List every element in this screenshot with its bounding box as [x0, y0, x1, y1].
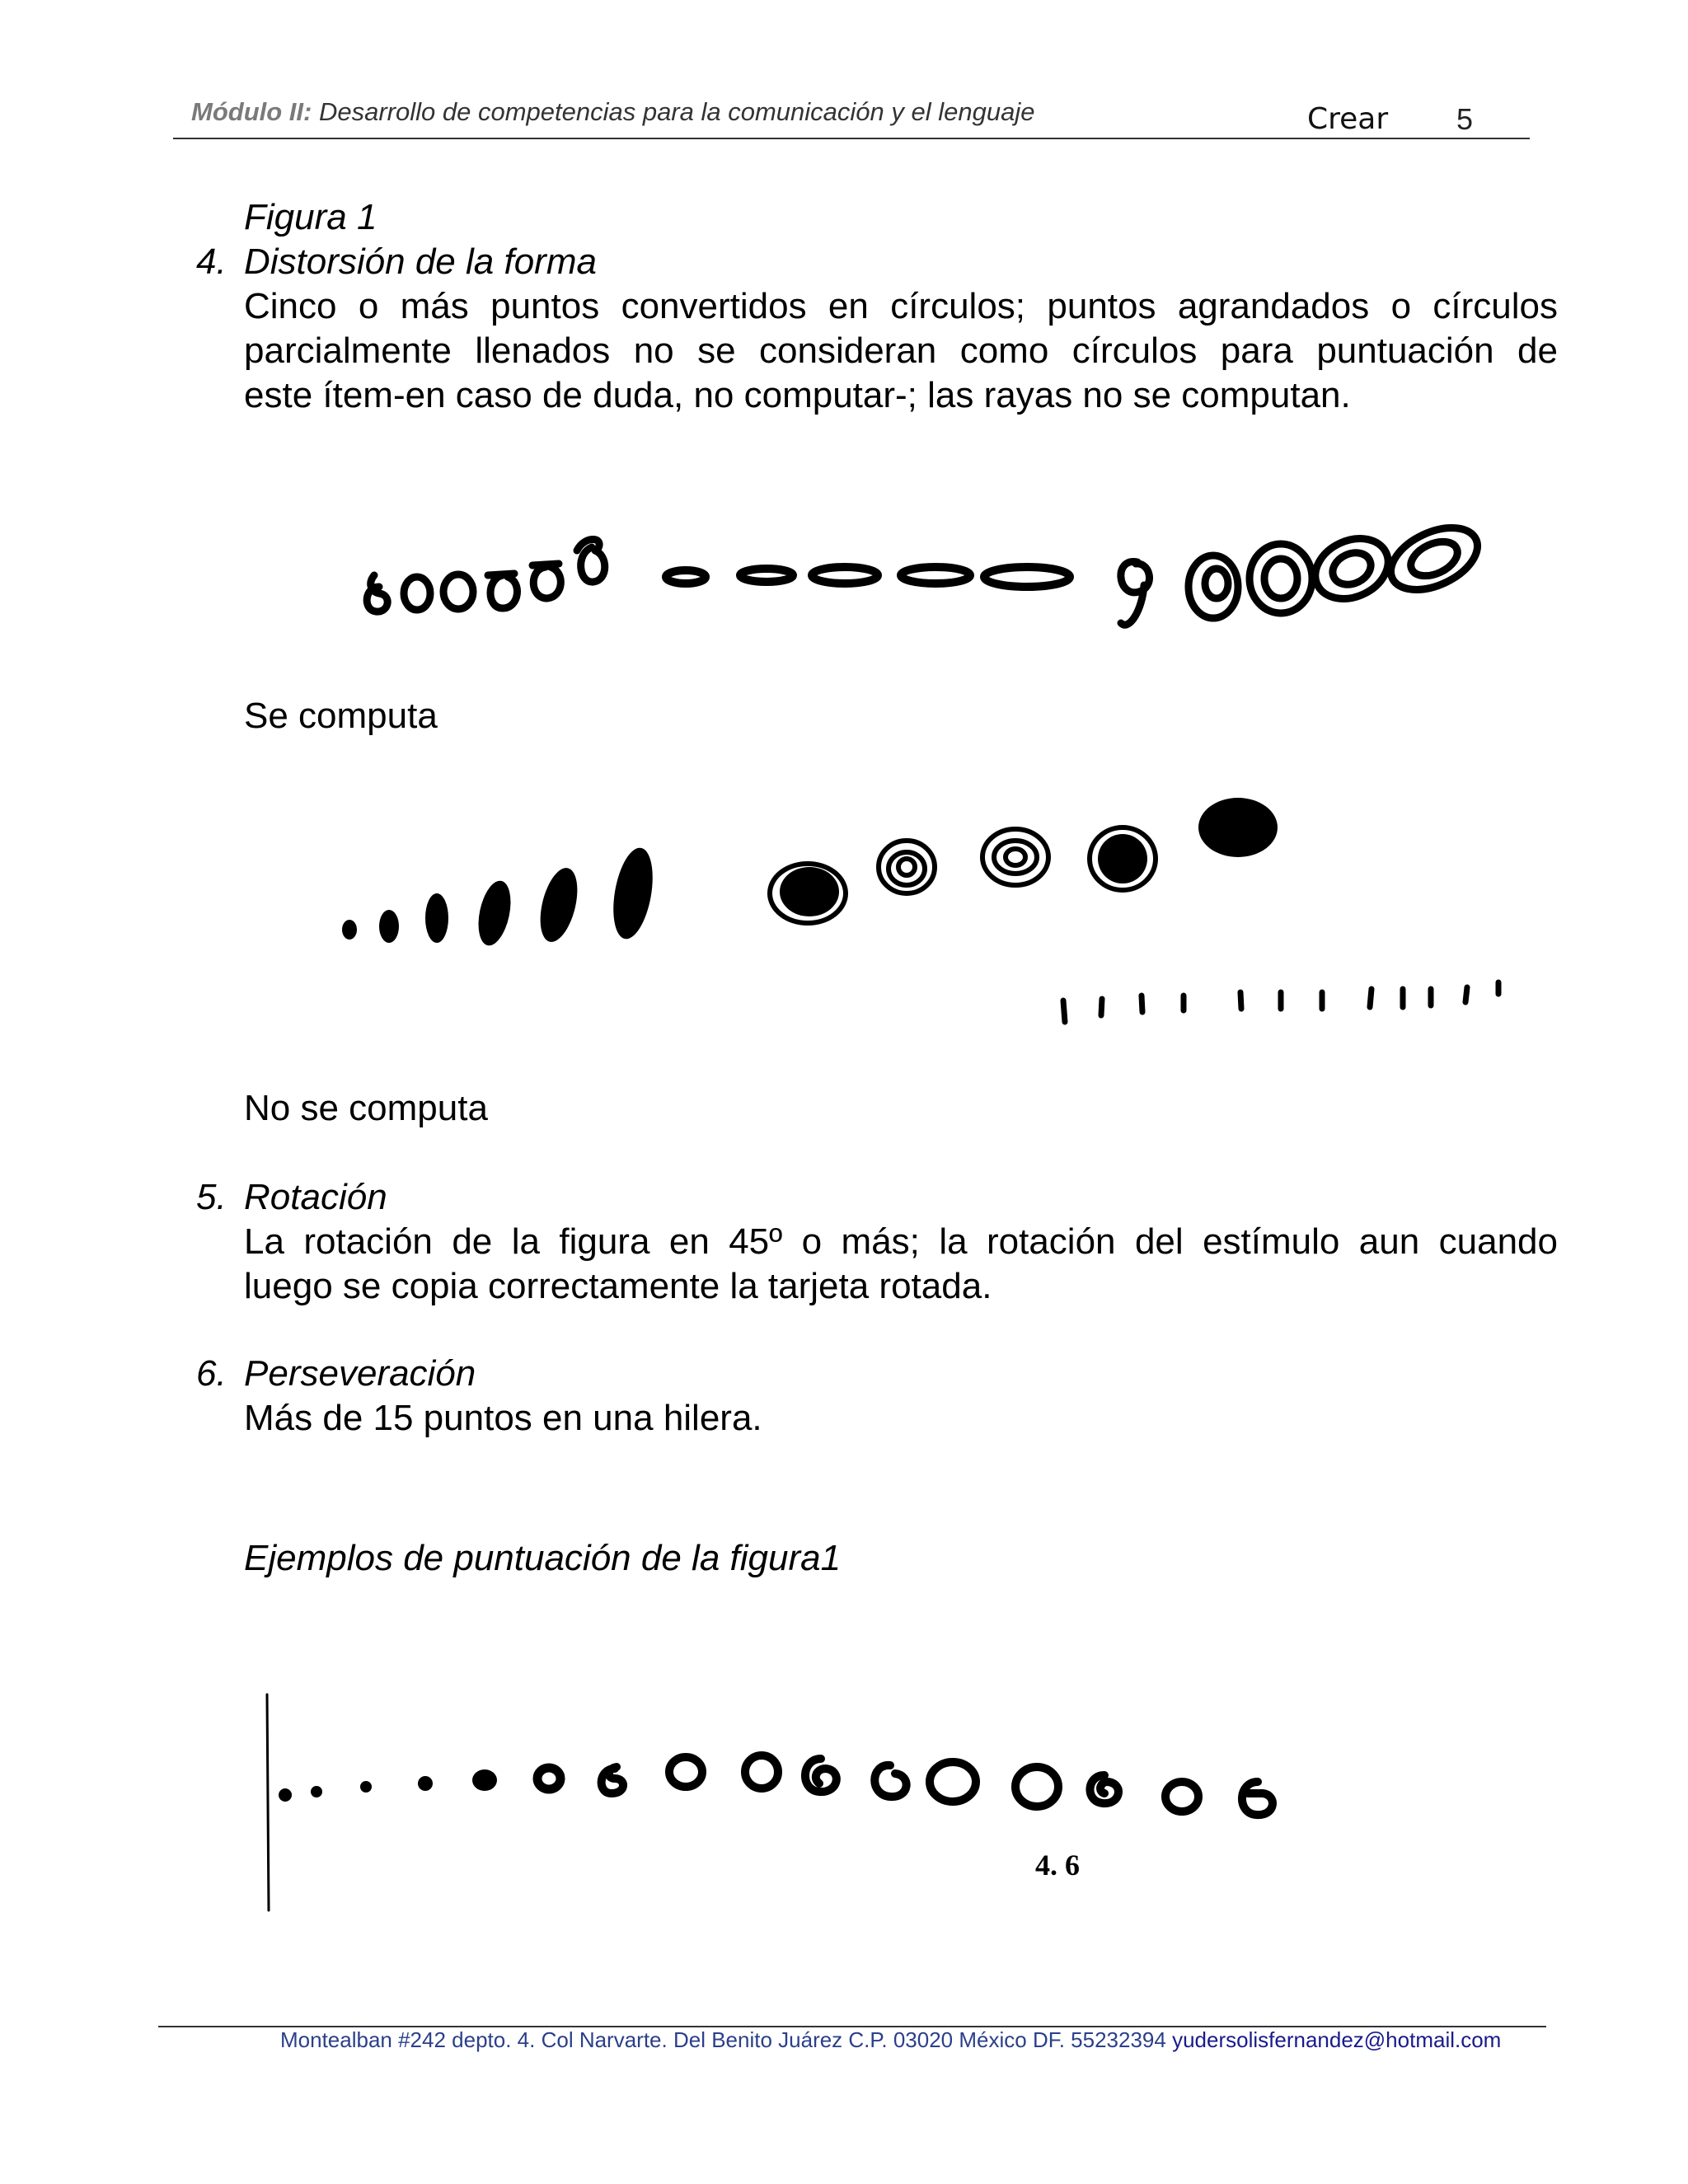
brand-name: Crear	[1307, 102, 1389, 136]
header-divider	[173, 138, 1530, 139]
sample-drawing-circles	[346, 486, 1517, 643]
item5-number: 5.	[196, 1177, 227, 1217]
item4-number: 4.	[196, 241, 227, 282]
examples-title: Ejemplos de puntuación de la figura1	[244, 1538, 842, 1578]
item6-title: Perseveración	[244, 1353, 476, 1394]
page-number: 5	[1456, 102, 1474, 136]
item5-description	[244, 1220, 1558, 1309]
figure-caption: Figura 1	[244, 197, 377, 237]
item6-number: 6.	[196, 1353, 227, 1394]
sample-drawing-filled	[330, 791, 1533, 1038]
footer-address: Montealban #242 depto. 4. Col Narvarte. Del Benito Juárez C.P. 03020 México DF. 55232394	[280, 2027, 1166, 2052]
item4-line: este ítem-en caso de duda, no computar-; las rayas no se computan.	[244, 375, 1351, 415]
item5-line: luego se copia correctamente la tarjeta rotada.	[244, 1266, 992, 1306]
module-label: Módulo II:	[191, 97, 312, 126]
item5-line: La rotación de la figura en 45º o más; la rotación del estímulo aun cuando	[244, 1221, 1558, 1262]
item4-line: parcialmente llenados no se consideran como círculos para puntuación de	[244, 330, 1558, 371]
example-score: 4. 6	[1035, 1849, 1080, 1882]
example-drawing	[256, 1690, 1327, 1920]
item6-description: Más de 15 puntos en una hilera.	[244, 1398, 762, 1438]
footer-contact	[280, 2027, 1501, 2053]
item4-title: Distorsión de la forma	[244, 241, 597, 282]
label-no-se-computa: No se computa	[244, 1088, 488, 1128]
label-se-computa: Se computa	[244, 696, 438, 736]
module-title: Desarrollo de competencias para la comunicación y el lenguaje	[318, 97, 1035, 126]
header-module	[191, 97, 1034, 127]
item4-line: Cinco o más puntos convertidos en círculos; puntos agrandados o círculos	[244, 286, 1558, 326]
item4-description	[244, 284, 1558, 418]
item5-title: Rotación	[244, 1177, 387, 1217]
footer-email[interactable]: yudersolisfernandez@hotmail.com	[1172, 2027, 1502, 2052]
